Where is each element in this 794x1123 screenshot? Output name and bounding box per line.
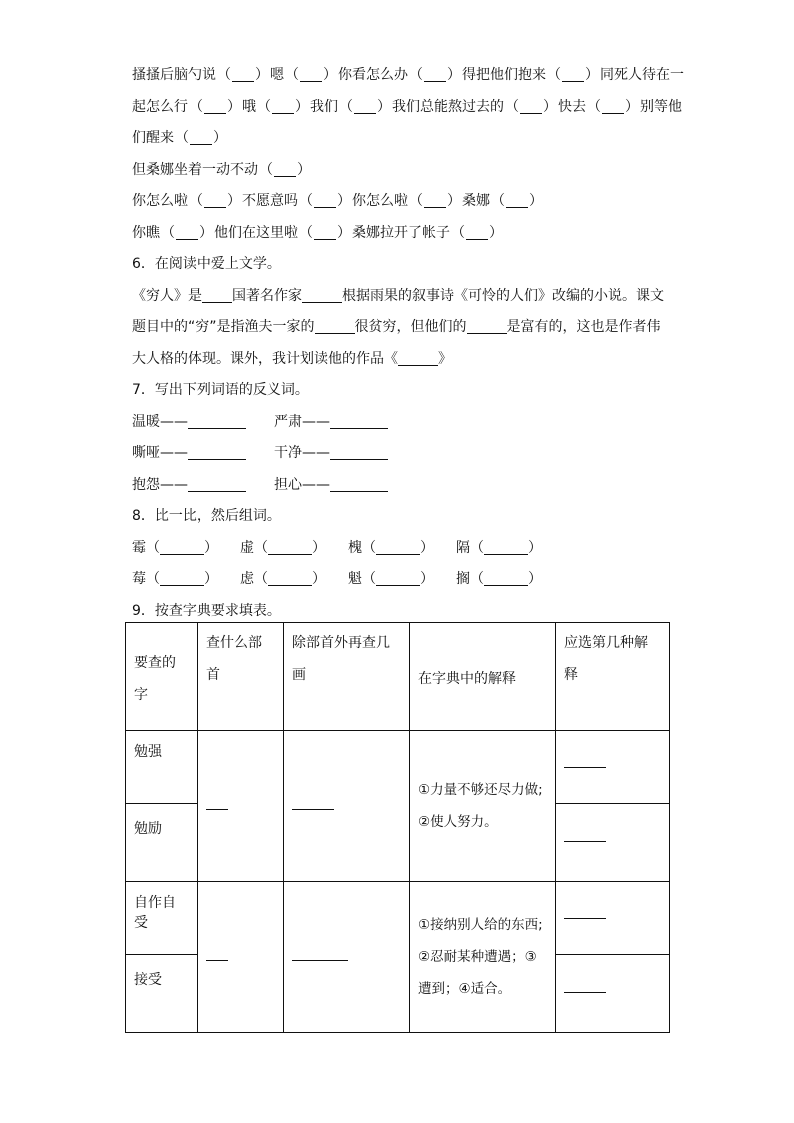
table-header-row (126, 623, 670, 731)
word-cell: 勉励 (126, 804, 198, 882)
antonym-blank[interactable] (330, 490, 388, 492)
punct-blank[interactable] (520, 112, 542, 114)
fill-blank[interactable] (302, 301, 342, 303)
dialogue-line-1: 搔搔后脑勺说（ ）嗯（ ）你看怎么办（ ）得把他们抱来（ ）同死人待在一 (132, 67, 684, 83)
dialogue-line-5: 你怎么啦（ ）不愿意吗（ ）你怎么啦（ ）桑娜（ ） (132, 193, 543, 209)
dialogue-line-6: 你瞧（ ）他们在这里啦（ ）桑娜拉开了帐子（ ） (132, 224, 503, 241)
word-blank[interactable] (484, 553, 528, 555)
dialogue-line-4: 但桑娜坐着一动不动（ ） (132, 161, 311, 178)
q8-row-1: 霉（ ） 虚（ ） 槐（ ） 隔（ ） (132, 539, 542, 556)
answer-cell[interactable] (556, 804, 670, 882)
q7-row: 温暖—— 严肃—— (132, 407, 672, 439)
fill-blank[interactable] (398, 364, 438, 366)
fill-blank[interactable] (467, 332, 507, 334)
word-cell: 勉强 (126, 731, 198, 804)
fill-blank[interactable] (315, 332, 355, 334)
dictionary-table (125, 622, 670, 1033)
worksheet (132, 60, 684, 627)
fill-blank[interactable] (202, 301, 232, 303)
q6-line-2: 题目中的“穷”是指渔夫一家的 很贫穷，但他们的 是富有的，这也是作者伟 (132, 319, 661, 335)
table-row (126, 731, 670, 804)
q6-line-3: 大人格的体现。课外，我计划读他的作品《 》 (132, 350, 452, 367)
word-blank[interactable] (160, 553, 204, 555)
punct-blank[interactable] (562, 80, 584, 82)
punct-blank[interactable] (190, 143, 212, 145)
q6-line-1: 《穷人》是 国著名作家 根据雨果的叙事诗《可怜的人们》改编的小说。课文 (132, 287, 664, 304)
punct-blank[interactable] (424, 206, 446, 208)
antonym-blank[interactable] (188, 458, 246, 460)
punct-blank[interactable] (466, 238, 488, 240)
answer-cell[interactable] (556, 882, 670, 955)
header-cell: 查什么部首 (198, 623, 284, 731)
strokes-cell[interactable] (284, 731, 410, 882)
q7-title: 7．写出下列词语的反义词。 (132, 382, 309, 398)
header-cell: 要查的字 (126, 623, 198, 731)
punct-blank[interactable] (314, 206, 336, 208)
word-cell: 自作自受 (126, 882, 198, 955)
word-blank[interactable] (268, 584, 312, 586)
word-blank[interactable] (376, 553, 420, 555)
q8-title: 8．比一比，然后组词。 (132, 508, 281, 524)
dialogue-line-2: 起怎么行（ ）哦（ ）我们（ ）我们总能熬过去的（ ）快去（ ）别等他 (132, 98, 682, 115)
answer-cell[interactable] (556, 731, 670, 804)
punct-blank[interactable] (272, 112, 294, 114)
punct-blank[interactable] (300, 80, 322, 82)
q7-row: 嘶哑—— 干净—— (132, 438, 672, 470)
header-cell: 除部首外再查几画 (284, 623, 410, 731)
q9-title: 9．按查字典要求填表。 (132, 602, 281, 619)
word-cell: 接受 (126, 955, 198, 1033)
dialogue-line-3: 们醒来（ ） (132, 130, 227, 146)
q8-row-2: 莓（ ） 虑（ ） 魁（ ） 搁（ ） (132, 571, 542, 587)
punct-blank[interactable] (204, 206, 226, 208)
word-blank[interactable] (268, 553, 312, 555)
strokes-cell[interactable] (284, 882, 410, 1033)
answer-cell[interactable] (556, 955, 670, 1033)
q7-row: 抱怨—— 担心—— (132, 470, 672, 502)
antonym-blank[interactable] (188, 427, 246, 429)
word-blank[interactable] (484, 584, 528, 586)
punct-blank[interactable] (314, 238, 336, 240)
radical-cell[interactable] (198, 731, 284, 882)
header-cell: 应选第几种解释 (556, 623, 670, 731)
explanation-cell: ①接纳别人给的东西; ②忍耐某种遭遇；③ 遭到；④适合。 (410, 882, 556, 1033)
word-blank[interactable] (160, 584, 204, 586)
word-blank[interactable] (376, 584, 420, 586)
punct-blank[interactable] (506, 206, 528, 208)
antonym-blank[interactable] (188, 490, 246, 492)
header-cell: 在字典中的解释 (410, 623, 556, 731)
radical-cell[interactable] (198, 882, 284, 1033)
antonym-blank[interactable] (330, 458, 388, 460)
explanation-cell: ①力量不够还尽力做; ②使人努力。 (410, 731, 556, 882)
punct-blank[interactable] (602, 112, 624, 114)
punct-blank[interactable] (176, 238, 198, 240)
punct-blank[interactable] (232, 80, 254, 82)
punct-blank[interactable] (424, 80, 446, 82)
table-row (126, 882, 670, 955)
q6-title: 6．在阅读中爱上文学。 (132, 256, 281, 272)
punct-blank[interactable] (354, 112, 376, 114)
punct-blank[interactable] (274, 175, 296, 177)
antonym-blank[interactable] (330, 427, 388, 429)
punct-blank[interactable] (204, 112, 226, 114)
